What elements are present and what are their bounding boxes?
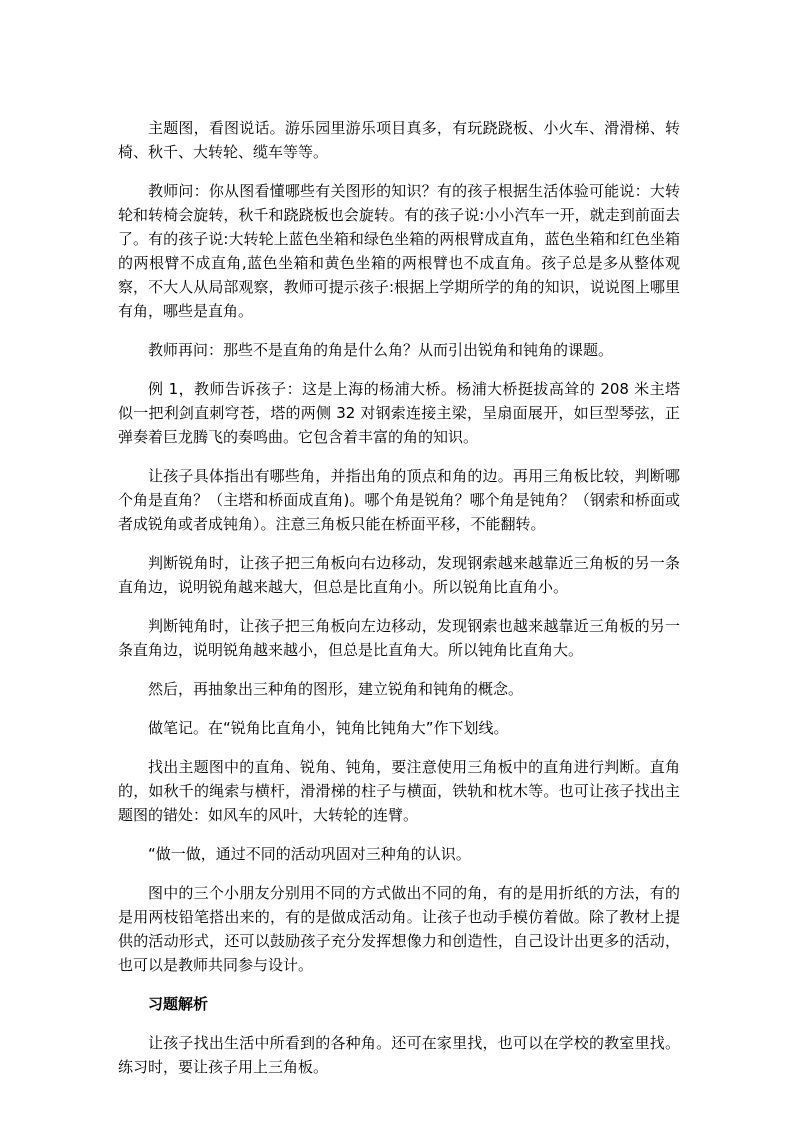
paragraph-obtuse-angle: 判断钝角时，让孩子把三角板向左边移动，发现钢索也越来越靠近三角板的另一条直角边，说明锐角越来越小，但总是比直角大。所以钝角比直角大。 [118, 617, 680, 659]
paragraph-find-angles: 找出主题图中的直角、锐角、钝角，要注意使用三角板中的直角进行判断。直角的，如秋千的绳索与横杆，滑滑梯的柱子与横面，铁轨和枕木等。也可让孩子找出主题图的错处：如风车的风叶，大转轮的连臂。 [118, 758, 680, 824]
section-heading: 习题解析 [148, 995, 209, 1013]
paragraph-theme-picture: 主题图，看图说话。游乐园里游乐项目真多，有玩跷跷板、小火车、滑滑梯、转椅、秋千、大转轮、缆车等等。 [118, 119, 680, 161]
paragraph-teacher-asks-again: 教师再问：那些不是直角的角是什么角？从而引出锐角和钝角的课题。 [148, 341, 614, 359]
paragraph-do-it: “做一做，通过不同的活动巩固对三种角的认识。 [148, 845, 471, 863]
paragraph-activities: 图中的三个小朋友分别用不同的方式做出不同的角，有的是用折纸的方法，有的是用两枝铅笔搭出来的，有的是做成活动角。让孩子也动手模仿着做。除了教材上提供的活动形式，还可以鼓励孩子充分发挥想像力和创造性，自己设计出更多的活动，也可以是教师共同参与设计。 [118, 884, 680, 974]
paragraph-identify-angles: 让孩子具体指出有哪些角，并指出角的顶点和角的边。再用三角板比较，判断哪个角是直角？（主塔和桥面成直角)。哪个角是锐角？哪个角是钝角？（钢索和桥面或者成锐角或者成钝角）。注意三角板只能在桥面平移，不能翻转。 [118, 467, 680, 533]
paragraph-example-1: 例 1，教师告诉孩子：这是上海的杨浦大桥。杨浦大桥挺拔高耸的 208 米主塔似一把利剑直刺穹苍，塔的两侧 32 对钢索连接主梁，呈扇面展开，如巨型琴弦，正弹奏着巨龙腾飞的奏鸣曲。它包含着丰富的角的知识。 [118, 380, 680, 446]
paragraph-abstract-concepts: 然后，再抽象出三种角的图形，建立锐角和钝角的概念。 [148, 680, 524, 698]
document-body [118, 116, 680, 1094]
paragraph-exercise: 让孩子找出生活中所看到的各种角。还可在家里找，也可以在学校的教室里找。练习时，要让孩子用上三角板。 [118, 1034, 680, 1076]
paragraph-take-notes: 做笔记。在“锐角比直角小，钝角比钝角大”作下划线。 [148, 719, 509, 737]
paragraph-teacher-question: 教师问：你从图看懂哪些有关图形的知识？有的孩子根据生活体验可能说：大转轮和转椅会旋转，秋千和跷跷板也会旋转。有的孩子说:小小汽车一开，就走到前面去了。有的孩子说:大转轮上蓝色坐箱和绿色坐箱的两根臂成直角，蓝色坐箱和红色坐箱的两根臂不成直角,蓝色坐箱和黄色坐箱的两根臂也不成直角。孩子总是多从整体观察，不大人从局部观察，教师可提示孩子:根据上学期所学的角的知识，说说图上哪里有角，哪些是直角。 [118, 182, 680, 320]
paragraph-acute-angle: 判断锐角时，让孩子把三角板向右边移动，发现钢索越来越靠近三角板的另一条直角边，说明锐角越来越大，但总是比直角小。所以锐角比直角小。 [118, 554, 680, 596]
